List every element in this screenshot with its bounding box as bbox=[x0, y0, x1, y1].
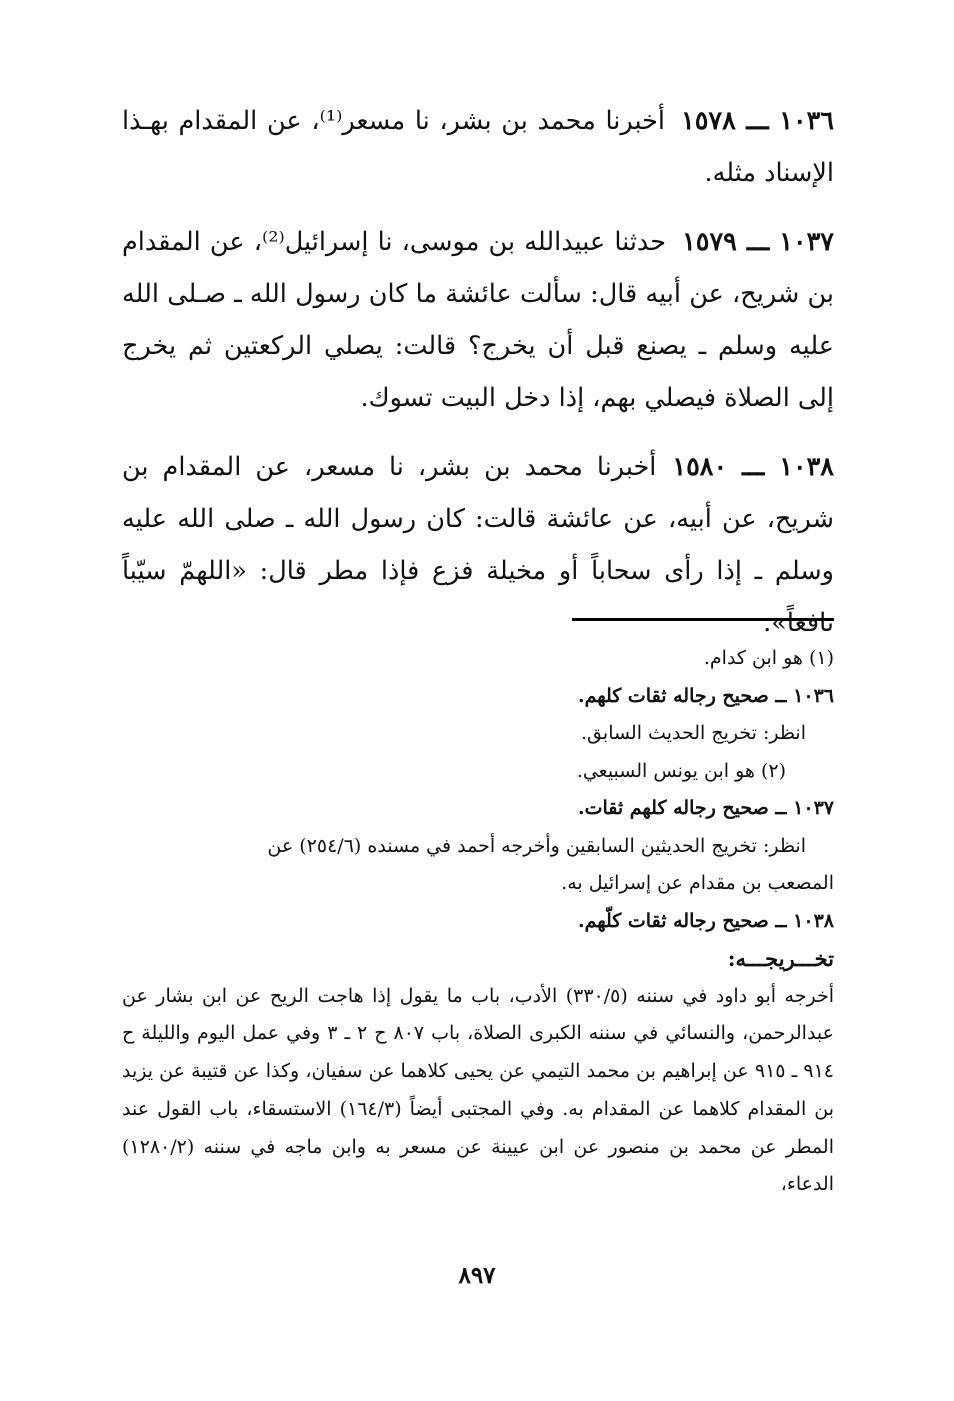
note-1037: ١٠٣٧ ــ صحيح رجاله كلهم ثقات. bbox=[577, 797, 834, 819]
takhrij-heading: تخـــريجـــه: bbox=[727, 946, 834, 971]
page-number: ٨٩٧ bbox=[458, 1262, 496, 1289]
hadith-number: ١٠٣٧ ـــ ١٥٧٩ bbox=[682, 227, 834, 257]
hadith-entries bbox=[122, 95, 834, 666]
hadith-text: أخبرنا محمد بن بشر، نا مسعر⁽¹⁾، عن المقدام بهـذا الإسناد مثله. bbox=[122, 106, 834, 188]
note-1036: ١٠٣٦ ــ صحيح رجاله ثقات كلهم. bbox=[577, 684, 834, 707]
takhrij-text: أخرجه أبو داود في سننه (٣٣٠/٥) الأدب، باب ما يقول إذا هاجت الريح عن ابن بشار عن عبدالرحمن، والنسائي في سننه الكبرى الصلاة، باب ٨٠٧ ح ٢ ـ ٣ وفي عمل اليوم والليلة ح ٩١٤ ـ ٩١٥ عن إبراهيم بن محمد التيمي عن يحيى كلاهما عن سفيان، وكذا عن قتيبة عن يزيد بن المقدام كلاهما عن المقدام به. وفي المجتبى أيضاً (١٦٤/٣) الاستسقاء، باب القول عند المطر عن محمد بن منصور عن ابن عيينة عن مسعر به وابن ماجه في سننه (١٢٨٠/٢) الدعاء، bbox=[122, 984, 834, 1196]
hadith-entry-1037 bbox=[122, 216, 834, 424]
footnote-2: (٢) هو ابن يونس السبيعي. bbox=[576, 759, 786, 782]
hadith-text: أخبرنا محمد بن بشر، نا مسعر، عن المقدام بن شريح، عن أبيه، عن عائشة قالت: كان رسول الله ـ صلى الله عليه وسلم ـ إذا رأى سحاباً أو مخيلة فزع فإذا مطر قال: «اللهمّ سيّباً نافعاً». bbox=[122, 452, 834, 638]
footnote-separator bbox=[572, 618, 834, 621]
footnotes bbox=[122, 640, 834, 1204]
hadith-number: ١٠٣٦ ـــ ١٥٧٨ bbox=[681, 106, 834, 136]
hadith-entry-1036 bbox=[122, 95, 834, 199]
note-1038: ١٠٣٨ ــ صحيح رجاله ثقات كلّهم. bbox=[577, 909, 834, 932]
hadith-text: حدثنا عبيدالله بن موسى، نا إسرائيل⁽²⁾، عن المقدام بن شريح، عن أبيه قال: سألت عائشة ما كان رسول الله ـ صـلى الله عليه وسلم ـ يصنع قبل أن يخرج؟ قالت: يصلي الركعتين ثم يخرج إلى الصلاة فيصلي بهم، إذا دخل البيت تسوك. bbox=[122, 227, 834, 413]
note-1037-reference: انظر: تخريج الحديثين السابقين وأخرجه أحمد في مسنده (٢٥٤/٦) عن bbox=[267, 834, 806, 857]
footnote-1: (١) هو ابن كدام. bbox=[703, 647, 834, 669]
hadith-number: ١٠٣٨ ـــ ١٥٨٠ bbox=[672, 452, 834, 482]
note-1037-reference-cont: المصعب بن مقدام عن إسرائيل به. bbox=[561, 872, 834, 894]
note-1036-reference: انظر: تخريج الحديث السابق. bbox=[581, 722, 806, 744]
